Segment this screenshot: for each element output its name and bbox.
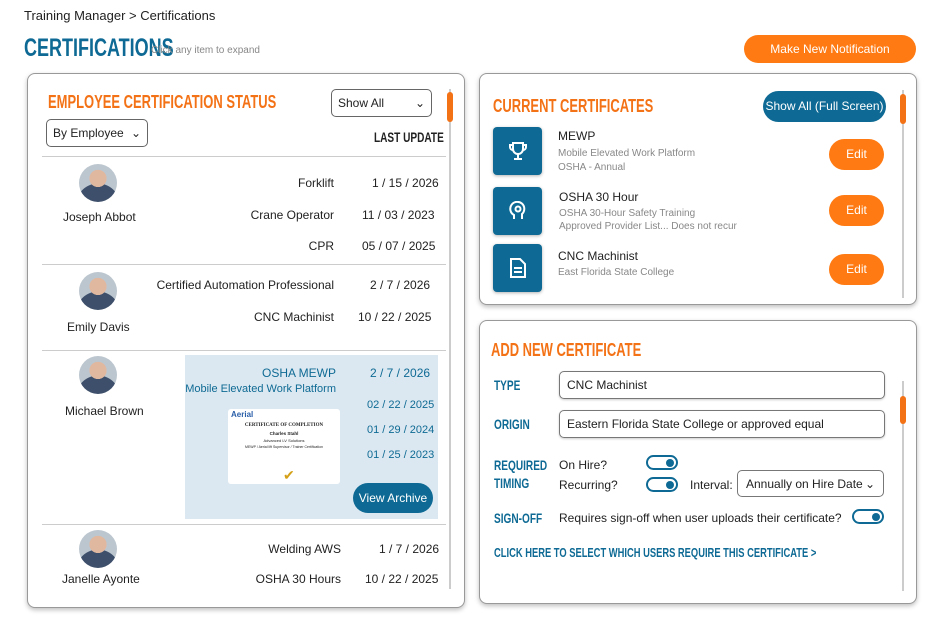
edit-button[interactable]: Edit: [829, 254, 884, 285]
history-date: 01 / 25 / 2023: [367, 449, 435, 461]
cert-date: 10 / 22 / 2025: [358, 310, 432, 324]
cert-details: OSHA - Annual: [558, 162, 626, 173]
type-label: TYPE: [494, 377, 521, 393]
breadcrumb: Training Manager > Certifications: [24, 8, 216, 23]
scrollbar[interactable]: [449, 89, 451, 589]
type-input[interactable]: CNC Machinist: [559, 371, 885, 399]
status-title: EMPLOYEE CERTIFICATION STATUS: [48, 92, 277, 112]
history-date: 01 / 29 / 2024: [367, 424, 435, 436]
signoff-toggle[interactable]: [852, 509, 884, 524]
cert-heading: CERTIFICATE OF COMPLETION: [244, 423, 324, 428]
timing-label: REQUIRED: [494, 457, 548, 473]
interval-select[interactable]: [737, 470, 884, 497]
scrollbar-thumb[interactable]: [900, 396, 906, 424]
checkmark-icon: ✔: [283, 467, 295, 483]
on-hire-label: On Hire?: [559, 458, 608, 472]
add-title: ADD NEW CERTIFICATE: [491, 340, 642, 360]
edit-button[interactable]: Edit: [829, 139, 884, 170]
view-archive-button[interactable]: View Archive: [353, 483, 433, 513]
expanded-cert-card: [185, 355, 438, 519]
cert-name: Crane Operator: [250, 208, 334, 222]
cert-recipient: Charles Stahl: [269, 431, 299, 436]
interval-value: Annually on Hire Date: [746, 476, 863, 491]
cert-description: Mobile Elevated Work Platform: [558, 148, 696, 159]
cert-date: 11 / 03 / 2023: [362, 208, 435, 222]
cert-date: 2 / 7 / 2026: [370, 366, 431, 380]
cert-name: CPR: [308, 239, 334, 253]
recurring-toggle[interactable]: [646, 477, 678, 492]
add-certificate-panel: [479, 320, 917, 604]
employee-name: Janelle Ayonte: [62, 572, 140, 586]
on-hire-toggle[interactable]: [646, 455, 678, 470]
cert-course: MEWP / Aerial lift Supervisor / Trainer Certification: [245, 445, 323, 449]
cert-date: 05 / 07 / 2025: [362, 239, 436, 253]
cert-date: 2 / 7 / 2026: [370, 278, 431, 292]
make-notification-button[interactable]: Make New Notification: [744, 35, 916, 63]
chevron-down-icon: ⌄: [130, 126, 141, 140]
page-hint: Click any item to expand: [151, 45, 260, 56]
employee-name: Emily Davis: [67, 320, 130, 334]
avatar: [79, 530, 117, 568]
select-users-link[interactable]: CLICK HERE TO SELECT WHICH USERS REQUIRE THIS CERTIFICATE >: [494, 545, 817, 560]
certificate-image[interactable]: [228, 409, 340, 484]
group-by-value: By Employee: [53, 126, 124, 140]
signoff-label: SIGN-OFF: [494, 510, 543, 526]
group-by-select[interactable]: [46, 119, 148, 147]
trophy-icon: [493, 127, 542, 175]
interval-label: Interval:: [690, 478, 733, 492]
edit-button[interactable]: Edit: [829, 195, 884, 226]
avatar: [79, 164, 117, 202]
cert-name: CNC Machinist: [558, 249, 639, 263]
origin-label: ORIGIN: [494, 416, 530, 432]
current-title: CURRENT CERTIFICATES: [493, 96, 654, 116]
cert-description: OSHA 30-Hour Safety Training: [559, 208, 696, 219]
cert-company: Advanced LV Solutions: [263, 438, 305, 443]
avatar: [79, 356, 117, 394]
last-update-header: LAST UPDATE: [374, 129, 444, 145]
cert-name: OSHA MEWP: [261, 366, 336, 380]
origin-input[interactable]: Eastern Florida State College or approved equal: [559, 410, 885, 438]
cert-name: Forklift: [298, 176, 334, 190]
cert-date: 1 / 15 / 2026: [372, 176, 439, 190]
signoff-text: Requires sign-off when user uploads their certificate?: [559, 511, 842, 525]
cert-date: 10 / 22 / 2025: [365, 572, 439, 586]
page-title: CERTIFICATIONS: [24, 34, 174, 62]
employee-status-panel: [27, 73, 465, 608]
avatar: [79, 272, 117, 310]
logo-text: Aerial: [231, 410, 254, 419]
chevron-down-icon: ⌄: [864, 476, 875, 491]
cert-description: East Florida State College: [558, 267, 675, 278]
history-date: 02 / 22 / 2025: [367, 399, 435, 411]
document-icon: [493, 244, 542, 292]
cert-name: MEWP: [558, 129, 596, 143]
cert-name: OSHA 30 Hours: [255, 572, 341, 586]
filter-select[interactable]: [331, 89, 432, 117]
timing-label: TIMING: [494, 475, 530, 491]
head-gear-icon: [493, 187, 542, 235]
scrollbar-thumb[interactable]: [900, 94, 906, 124]
cert-name: OSHA 30 Hour: [559, 190, 639, 204]
cert-name: Welding AWS: [268, 542, 341, 556]
scrollbar-thumb[interactable]: [447, 92, 453, 122]
employee-name: Joseph Abbot: [63, 210, 136, 224]
cert-name: Certified Automation Professional: [156, 278, 334, 292]
current-certificates-panel: [479, 73, 917, 305]
filter-value: Show All: [338, 96, 385, 110]
cert-name: CNC Machinist: [253, 310, 334, 324]
recurring-label: Recurring?: [559, 478, 618, 492]
cert-details: Approved Provider List... Does not recur: [559, 221, 737, 232]
show-all-button[interactable]: Show All (Full Screen): [763, 91, 886, 122]
cert-date: 1 / 7 / 2026: [379, 542, 440, 556]
employee-name: Michael Brown: [65, 404, 144, 418]
cert-subtitle: Mobile Elevated Work Platform: [185, 383, 336, 395]
chevron-down-icon: ⌄: [414, 96, 425, 110]
